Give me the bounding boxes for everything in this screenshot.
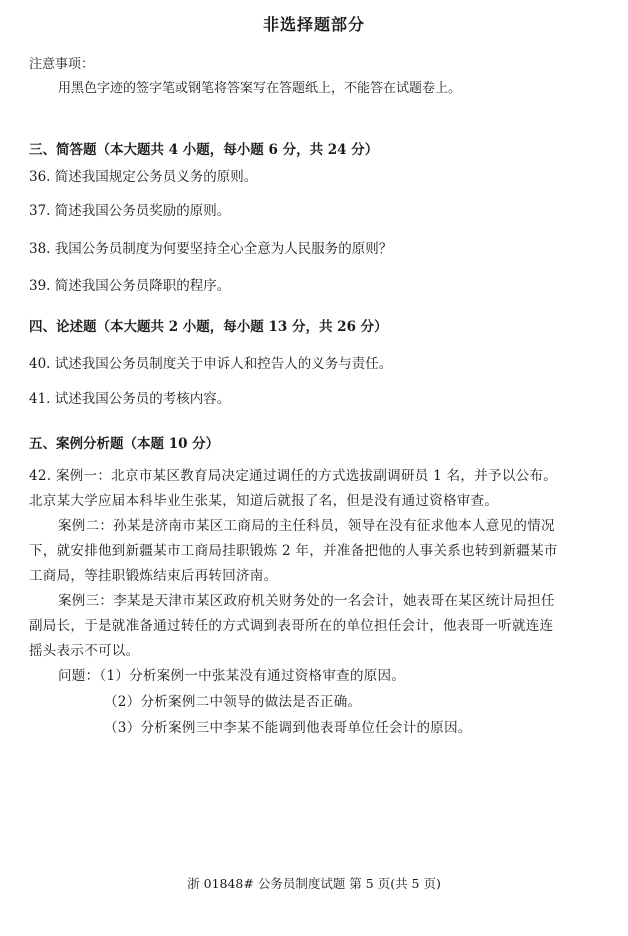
case-line: 副局长，于是就准备通过转任的方式调到表哥所在的单位担任会计，他表哥一听就连连 [29,618,554,634]
case-line: 下，就安排他到新疆某市工商局挂职锻炼 2 年，并准备把他的人事关系也转到新疆某市 [29,543,558,559]
question-36: 36. 简述我国规定公务员义务的原则。 [29,169,258,185]
case-line: 工商局，等挂职锻炼结束后再转回济南。 [29,568,278,584]
notice-label: 注意事项： [29,57,95,72]
question-41: 41. 试述我国公务员的考核内容。 [29,391,231,407]
page-title: 非选择题部分 [262,15,365,34]
notice-text: 用黑色字迹的签字笔或钢笔将答案写在答题纸上，不能答在试题卷上。 [58,81,462,96]
case-line: 北京某大学应届本科毕业生张某，知道后就报了名，但是没有通过资格审查。 [29,493,499,509]
page-footer: 浙 01848# 公务员制度试题 第 5 页(共 5 页) [187,876,441,891]
section-heading-short-answer: 三、简答题（本大题共 4 小题，每小题 6 分，共 24 分） [29,142,379,158]
question-42-sub-2: （2）分析案例二中领导的做法是否正确。 [104,694,362,710]
section-heading-case-analysis: 五、案例分析题（本题 10 分） [29,436,220,452]
question-40: 40. 试述我国公务员制度关于申诉人和控告人的义务与责任。 [29,356,393,372]
case-line: 案例二：孙某是济南市某区工商局的主任科员，领导在没有征求他本人意见的情况 [58,518,555,534]
case-line: 案例三：李某是天津市某区政府机关财务处的一名会计，她表哥在某区统计局担任 [58,593,555,609]
case-line: 42. 案例一：北京市某区教育局决定通过调任的方式选拔副调研员 1 名，并予以公布。 [29,468,558,484]
question-42-sub-1: 问题：（1）分析案例一中张某没有通过资格审查的原因。 [58,668,406,684]
question-37: 37. 简述我国公务员奖励的原则。 [29,203,231,219]
question-38: 38. 我国公务员制度为何要坚持全心全意为人民服务的原则？ [29,241,393,257]
section-heading-essay: 四、论述题（本大题共 2 小题，每小题 13 分，共 26 分） [29,319,388,335]
question-39: 39. 简述我国公务员降职的程序。 [29,278,231,294]
question-42-sub-3: （3）分析案例三中李某不能调到他表哥单位任会计的原因。 [104,720,472,736]
case-line: 摇头表示不可以。 [29,643,140,659]
